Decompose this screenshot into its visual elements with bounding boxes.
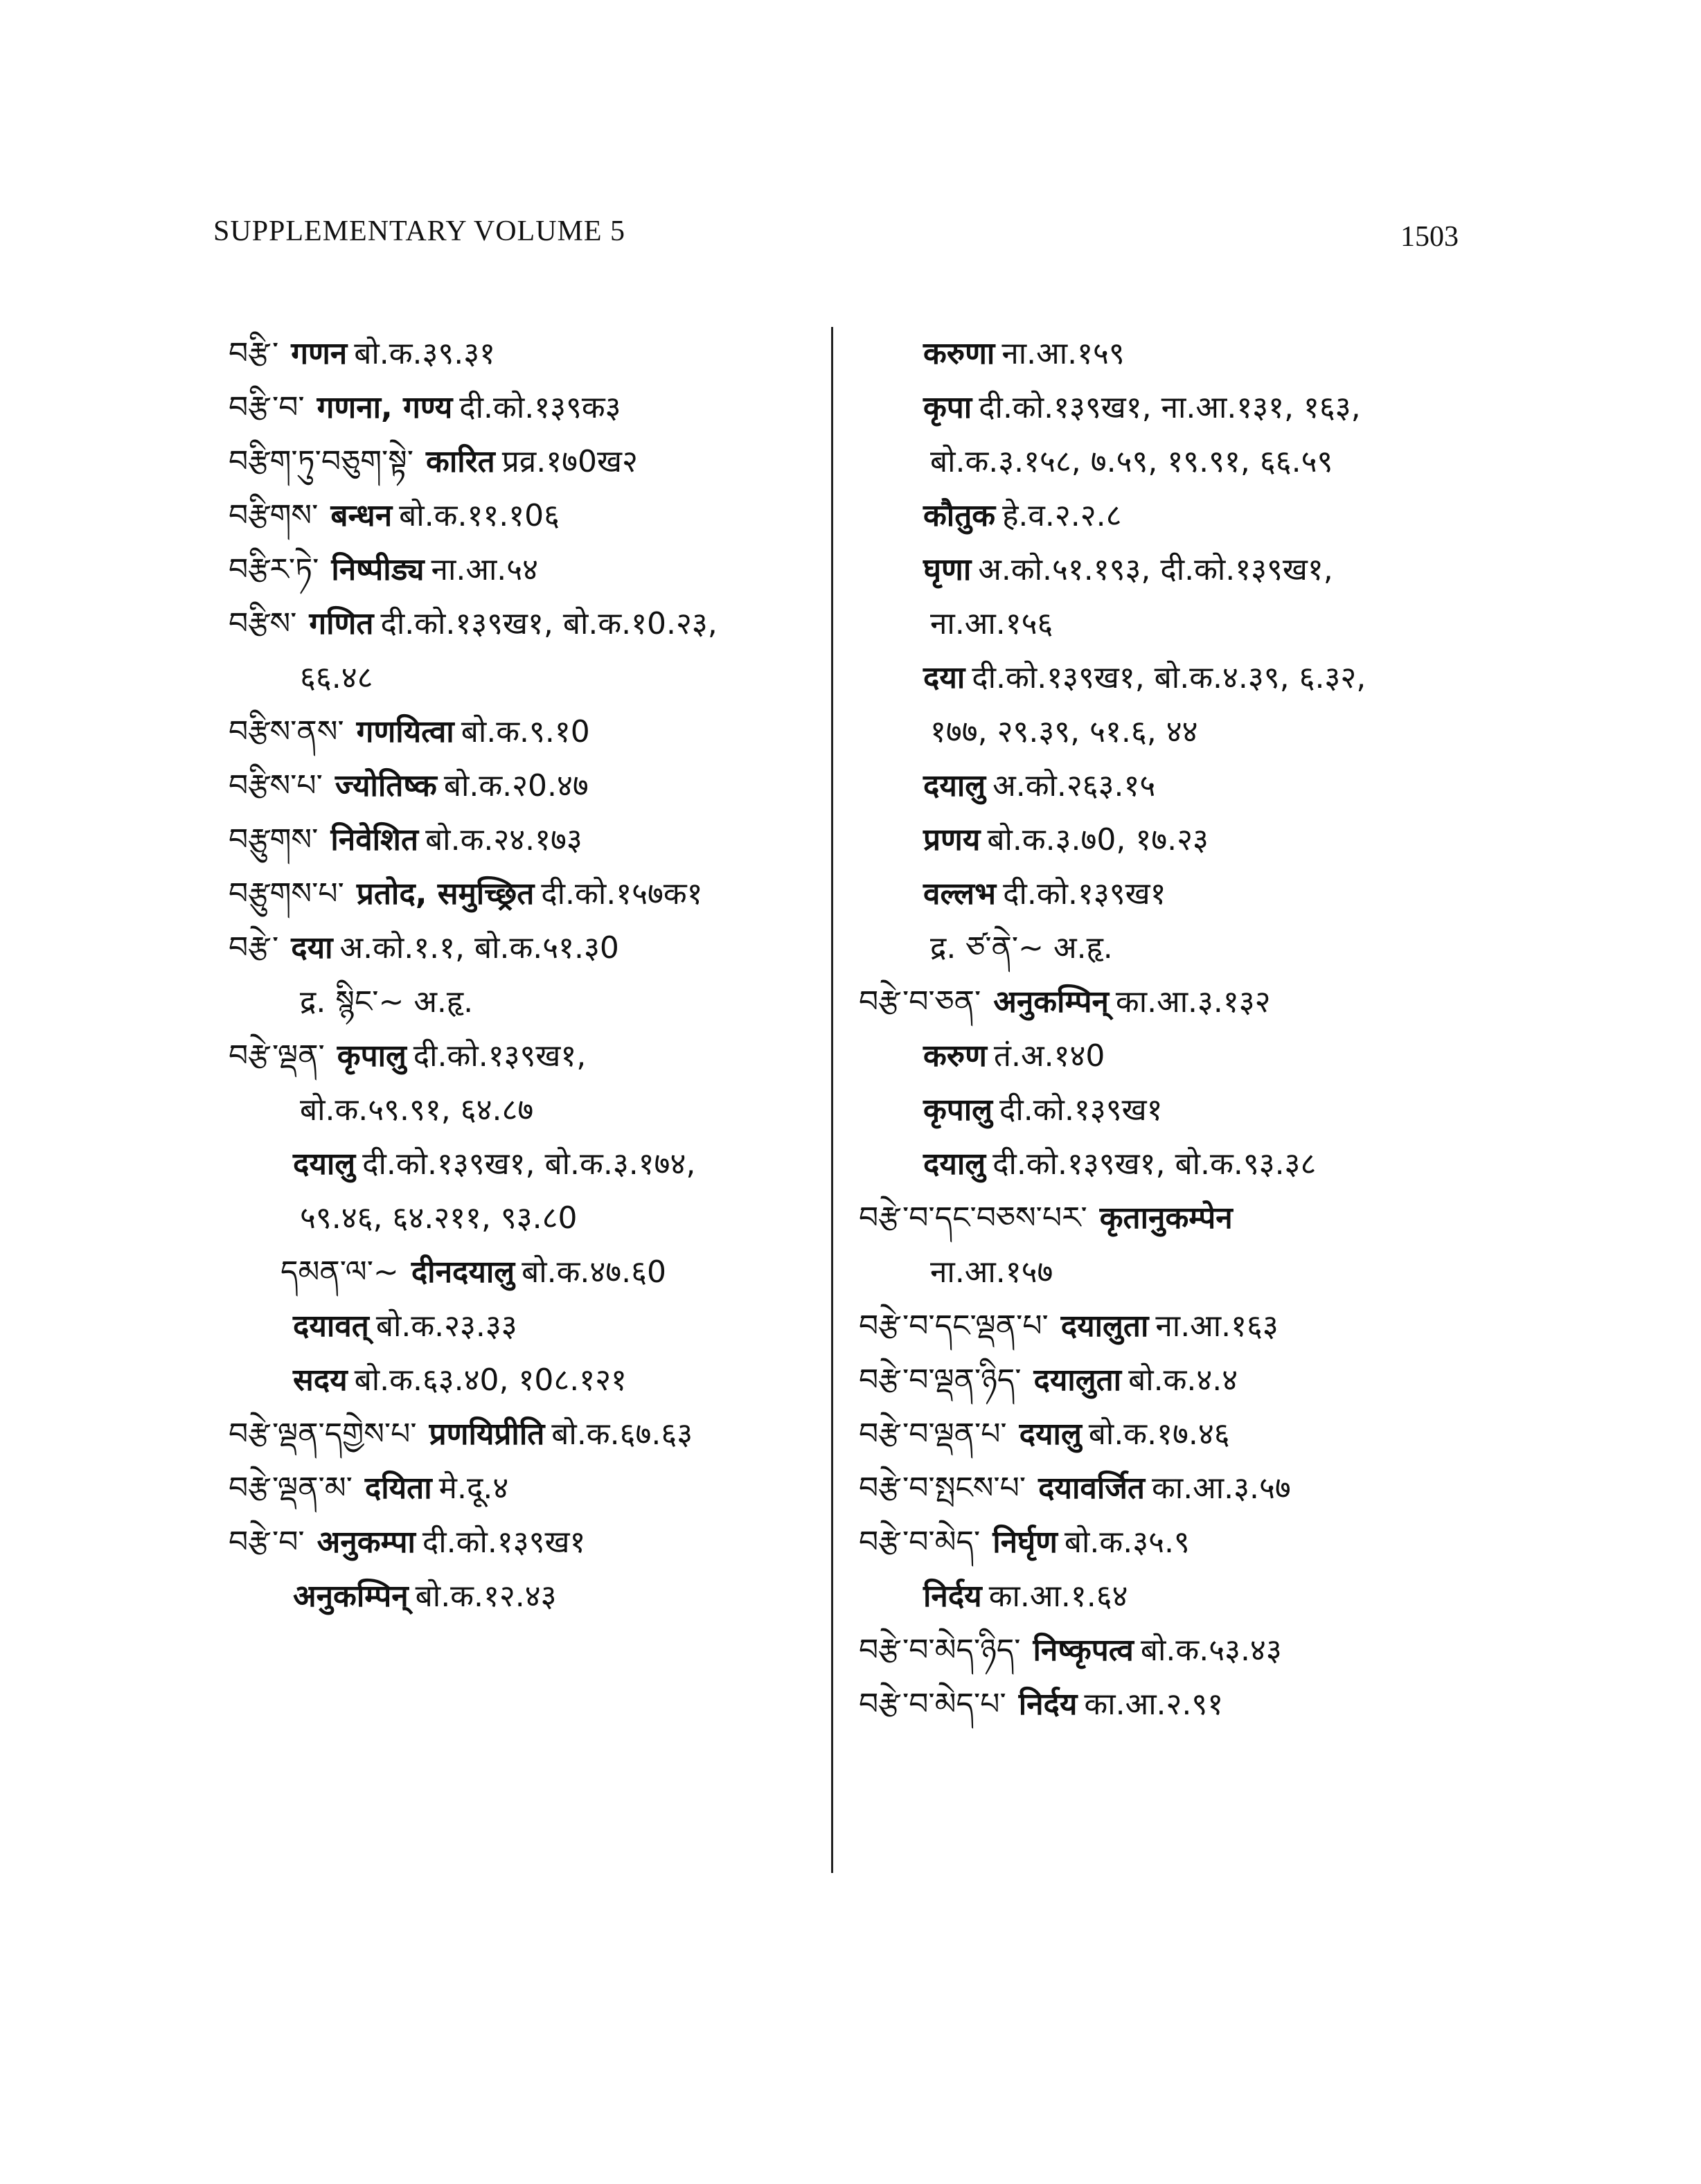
source-reference: बो.क.३.१५८, ७.५९, १९.९१, ६६.५९ xyxy=(930,444,1333,479)
sanskrit-equivalent: दयालु xyxy=(923,1146,986,1182)
dictionary-entry-line xyxy=(859,1678,1482,1732)
source-reference: दी.को.१३९ख१, बो.क.४.३९, ६.३२, xyxy=(972,660,1366,695)
dictionary-entry-line xyxy=(229,1137,817,1191)
source-reference: दी.को.१३९क३ xyxy=(459,390,621,425)
sanskrit-equivalent: कृतानुकम्पेन xyxy=(1099,1200,1233,1236)
source-reference: बो.क.९.१0 xyxy=(461,714,590,749)
sanskrit-equivalent: निर्दय xyxy=(1018,1687,1078,1722)
dictionary-entry-line xyxy=(859,1083,1482,1137)
dictionary-entry-line xyxy=(859,1191,1482,1245)
dictionary-entry-line xyxy=(229,921,817,975)
dictionary-entry-line xyxy=(859,1245,1482,1299)
sanskrit-equivalent: अनुकम्पिन् xyxy=(993,984,1109,1020)
dictionary-entry-line xyxy=(229,705,817,759)
sanskrit-equivalent: कृपालु xyxy=(923,1092,993,1128)
sanskrit-equivalent: निवेशित xyxy=(330,822,419,858)
source-reference: द्र. སྙིང་~ अ.हृ. xyxy=(300,984,474,1020)
dictionary-entry-line xyxy=(229,1299,817,1353)
source-reference: हे.व.२.२.८ xyxy=(1002,498,1122,533)
sanskrit-equivalent: करुण xyxy=(923,1038,987,1074)
source-reference: अ.को.२६३.१५ xyxy=(992,768,1156,804)
sanskrit-equivalent: घृणा xyxy=(923,552,972,587)
dictionary-entry-line xyxy=(859,1462,1482,1516)
sanskrit-equivalent: बन्धन xyxy=(330,498,393,533)
dictionary-entry-line xyxy=(859,759,1482,813)
sanskrit-equivalent: दयावत् xyxy=(293,1308,369,1344)
source-reference: दी.को.१५७क१ xyxy=(541,876,703,912)
dictionary-entry-line xyxy=(229,381,817,435)
dictionary-entry-line xyxy=(859,327,1482,381)
running-header: SUPPLEMENTARY VOLUME 5 xyxy=(213,215,626,247)
source-reference: का.आ.२.९१ xyxy=(1084,1687,1224,1722)
column-divider xyxy=(831,327,833,1873)
dictionary-entry-line xyxy=(859,921,1482,975)
source-reference: मे.दू.४ xyxy=(438,1471,509,1506)
source-reference: दी.को.१३९ख१ xyxy=(1003,876,1166,912)
source-reference: का.आ.१.६४ xyxy=(988,1579,1128,1614)
dictionary-entry-line xyxy=(229,1245,817,1299)
source-reference: बो.क.३.७0, १७.२३ xyxy=(987,822,1209,858)
dictionary-entry-line xyxy=(859,1570,1482,1624)
source-reference: दी.को.१३९ख१, बो.क.१0.२३, xyxy=(380,606,718,641)
source-reference: दी.को.१३९ख१, ना.आ.१३१, १६३, xyxy=(979,390,1361,425)
tibetan-headword: བརྩེ་ལྡན་མ་ xyxy=(229,1471,353,1506)
sanskrit-equivalent: दयालु xyxy=(1019,1417,1082,1452)
sanskrit-equivalent: प्रणय xyxy=(923,822,981,858)
sanskrit-equivalent: निष्कृपत्व xyxy=(1033,1633,1134,1668)
tibetan-headword: བརྩི་ xyxy=(229,336,279,371)
tibetan-headword: བརྩེ་བ་ལྡན་ཉིད་ xyxy=(859,1362,1022,1398)
dictionary-entry-line xyxy=(229,1353,817,1408)
dictionary-entry-line xyxy=(229,975,817,1029)
sanskrit-equivalent: कारित xyxy=(426,444,495,479)
tibetan-headword: བརྩི་བ་ xyxy=(229,390,305,425)
dictionary-entry-line xyxy=(859,1137,1482,1191)
dictionary-entry-line xyxy=(859,597,1482,651)
sanskrit-equivalent: दयालुता xyxy=(1033,1362,1122,1398)
dictionary-entry-line xyxy=(859,1353,1482,1408)
sanskrit-equivalent: गणन xyxy=(291,336,348,371)
tibetan-headword: བརྩུགས་ xyxy=(229,822,319,858)
dictionary-entry-line xyxy=(859,489,1482,543)
dictionary-entry-line xyxy=(229,1462,817,1516)
dictionary-entry-line xyxy=(859,1408,1482,1462)
tibetan-headword: བརྩེ་བ་ལྡན་པ་ xyxy=(859,1417,1007,1452)
dictionary-entry-line xyxy=(859,813,1482,867)
sanskrit-equivalent: गणयित्वा xyxy=(356,714,454,749)
sanskrit-equivalent: प्रतोद, समुच्छ्रित xyxy=(356,876,535,912)
tibetan-headword: བརྩེ་བ་ xyxy=(229,1525,305,1560)
sanskrit-equivalent: निर्दय xyxy=(923,1579,982,1614)
sanskrit-equivalent: दयावर्जित xyxy=(1038,1471,1145,1506)
tibetan-headword: དམན་ལ་~ xyxy=(280,1254,399,1290)
source-reference: का.आ.३.१३२ xyxy=(1115,984,1271,1020)
source-reference: ५९.४६, ६४.२११, ९३.८0 xyxy=(300,1200,578,1236)
dictionary-entry-line xyxy=(229,327,817,381)
sanskrit-equivalent: दया xyxy=(291,930,333,966)
right-column xyxy=(859,327,1482,1732)
dictionary-entry-line xyxy=(229,759,817,813)
dictionary-entry-line xyxy=(229,1029,817,1083)
dictionary-entry-line xyxy=(859,543,1482,597)
source-reference: ना.आ.१५९ xyxy=(1001,336,1125,371)
dictionary-entry-line xyxy=(859,975,1482,1029)
sanskrit-equivalent: करुणा xyxy=(923,336,995,371)
sanskrit-equivalent: गणना, गण्य xyxy=(317,390,453,425)
dictionary-entry-line xyxy=(859,1029,1482,1083)
left-column xyxy=(229,327,817,1624)
dictionary-entry-line xyxy=(859,651,1482,705)
dictionary-entry-line xyxy=(229,435,817,489)
sanskrit-equivalent: वल्लभ xyxy=(923,876,997,912)
dictionary-entry-line xyxy=(229,1191,817,1245)
dictionary-entry-line xyxy=(859,1299,1482,1353)
sanskrit-equivalent: दयालु xyxy=(293,1146,356,1182)
tibetan-headword: བརྩེ་བ་མེད་པ་ xyxy=(859,1687,1006,1722)
source-reference: बो.क.२४.१७३ xyxy=(425,822,582,858)
dictionary-entry-line xyxy=(229,543,817,597)
dictionary-entry-line xyxy=(859,381,1482,435)
source-reference: ना.आ.१५७ xyxy=(930,1254,1053,1290)
tibetan-headword: བརྩེ་བ་ཅན་ xyxy=(859,984,981,1020)
dictionary-entry-line xyxy=(859,867,1482,921)
tibetan-headword: བརྩིས་ནས་ xyxy=(229,714,344,749)
page-number: 1503 xyxy=(1400,221,1459,253)
source-reference: दी.को.१३९ख१ xyxy=(999,1092,1163,1128)
source-reference: बो.क.२0.४७ xyxy=(443,768,589,804)
tibetan-headword: བརྩེ་བ་སྤངས་པ་ xyxy=(859,1471,1026,1506)
source-reference: दी.को.१३९ख१ xyxy=(422,1525,586,1560)
dictionary-entry-line xyxy=(229,1408,817,1462)
source-reference: बो.क.१२.४३ xyxy=(415,1579,557,1614)
dictionary-entry-line xyxy=(229,489,817,543)
tibetan-headword: བརྩེ་བ་དང་བཅས་པར་ xyxy=(859,1200,1087,1236)
source-reference: बो.क.४७.६0 xyxy=(522,1254,667,1290)
tibetan-headword: བརྩུགས་པ་ xyxy=(229,876,344,912)
source-reference: बो.क.६७.६३ xyxy=(551,1417,693,1452)
source-reference: ६६.४८ xyxy=(300,660,373,695)
sanskrit-equivalent: दीनदयालु xyxy=(411,1254,515,1290)
sanskrit-equivalent: निष्पीड्य xyxy=(331,552,425,587)
tibetan-headword: བརྩིས་ xyxy=(229,606,297,641)
dictionary-entry-line xyxy=(229,1570,817,1624)
tibetan-headword: བརྩེ་བ་དང་ལྡན་པ་ xyxy=(859,1308,1049,1344)
sanskrit-equivalent: निर्घृण xyxy=(992,1525,1058,1560)
sanskrit-equivalent: दयिता xyxy=(364,1471,432,1506)
source-reference: ना.आ.५४ xyxy=(431,552,539,587)
sanskrit-equivalent: सदय xyxy=(293,1362,348,1398)
dictionary-entry-line xyxy=(229,867,817,921)
source-reference: का.आ.३.५७ xyxy=(1152,1471,1291,1506)
sanskrit-equivalent: अनुकम्पा xyxy=(317,1525,416,1560)
dictionary-entry-line xyxy=(229,1516,817,1570)
source-reference: बो.क.४.४ xyxy=(1128,1362,1238,1398)
dictionary-entry-line xyxy=(229,651,817,705)
sanskrit-equivalent: गणित xyxy=(309,606,374,641)
source-reference: बो.क.३५.९ xyxy=(1064,1525,1190,1560)
source-reference: १७७, २९.३९, ५१.६, ४४ xyxy=(930,714,1198,749)
sanskrit-equivalent: दयालु xyxy=(923,768,986,804)
tibetan-headword: བརྩེ་ལྡན་ xyxy=(229,1038,325,1074)
tibetan-headword: བརྩིག་ཏུ་བཅུག་སྟེ་ xyxy=(229,444,414,479)
source-reference: द्र. ཙ་ནེ་~ अ.हृ. xyxy=(930,930,1113,966)
source-reference: अ.को.१.१, बो.क.५१.३0 xyxy=(339,930,619,966)
tibetan-headword: བརྩིས་པ་ xyxy=(229,768,323,804)
sanskrit-equivalent: अनुकम्पिन् xyxy=(293,1579,409,1614)
source-reference: बो.क.६३.४0, १0८.१२१ xyxy=(354,1362,627,1398)
sanskrit-equivalent: दयालुता xyxy=(1060,1308,1149,1344)
tibetan-headword: བརྩེ་ལྡན་དགྱེས་པ་ xyxy=(229,1417,417,1452)
sanskrit-equivalent: कृपा xyxy=(923,390,972,425)
tibetan-headword: བརྩེ་ xyxy=(229,930,279,966)
source-reference: अ.को.५१.१९३, दी.को.१३९ख१, xyxy=(978,552,1333,587)
tibetan-headword: བརྩིགས་ xyxy=(229,498,319,533)
source-reference: बो.क.१७.४६ xyxy=(1088,1417,1230,1452)
dictionary-entry-line xyxy=(859,1624,1482,1678)
source-reference: बो.क.५३.४३ xyxy=(1140,1633,1282,1668)
dictionary-entry-line xyxy=(229,597,817,651)
source-reference: दी.को.१३९ख१, बो.क.९३.३८ xyxy=(992,1146,1317,1182)
source-reference: बो.क.२३.३३ xyxy=(375,1308,517,1344)
sanskrit-equivalent: दया xyxy=(923,660,965,695)
dictionary-entry-line xyxy=(229,813,817,867)
source-reference: तं.अ.१४0 xyxy=(993,1038,1105,1074)
source-reference: प्रव्र.१७0ख२ xyxy=(501,444,638,479)
source-reference: ना.आ.१६३ xyxy=(1155,1308,1279,1344)
source-reference: दी.को.१३९ख१, बो.क.३.१७४, xyxy=(362,1146,696,1182)
dictionary-entry-line xyxy=(859,1516,1482,1570)
source-reference: दी.को.१३९ख१, xyxy=(413,1038,587,1074)
tibetan-headword: བརྩེ་བ་མེད་ xyxy=(859,1525,981,1560)
tibetan-headword: བརྩིར་ཏེ་ xyxy=(229,552,319,587)
dictionary-entry-line xyxy=(859,705,1482,759)
source-reference: बो.क.३९.३१ xyxy=(354,336,496,371)
sanskrit-equivalent: कृपालु xyxy=(337,1038,407,1074)
sanskrit-equivalent: प्रणयिप्रीति xyxy=(429,1417,545,1452)
tibetan-headword: བརྩེ་བ་མེད་ཉིད་ xyxy=(859,1633,1021,1668)
sanskrit-equivalent: ज्योतिष्क xyxy=(335,768,437,804)
dictionary-entry-line xyxy=(229,1083,817,1137)
dictionary-entry-line xyxy=(859,435,1482,489)
source-reference: बो.क.११.१0६ xyxy=(399,498,560,533)
source-reference: बो.क.५९.९१, ६४.८७ xyxy=(300,1092,534,1128)
source-reference: ना.आ.१५६ xyxy=(930,606,1053,641)
sanskrit-equivalent: कौतुक xyxy=(923,498,996,533)
